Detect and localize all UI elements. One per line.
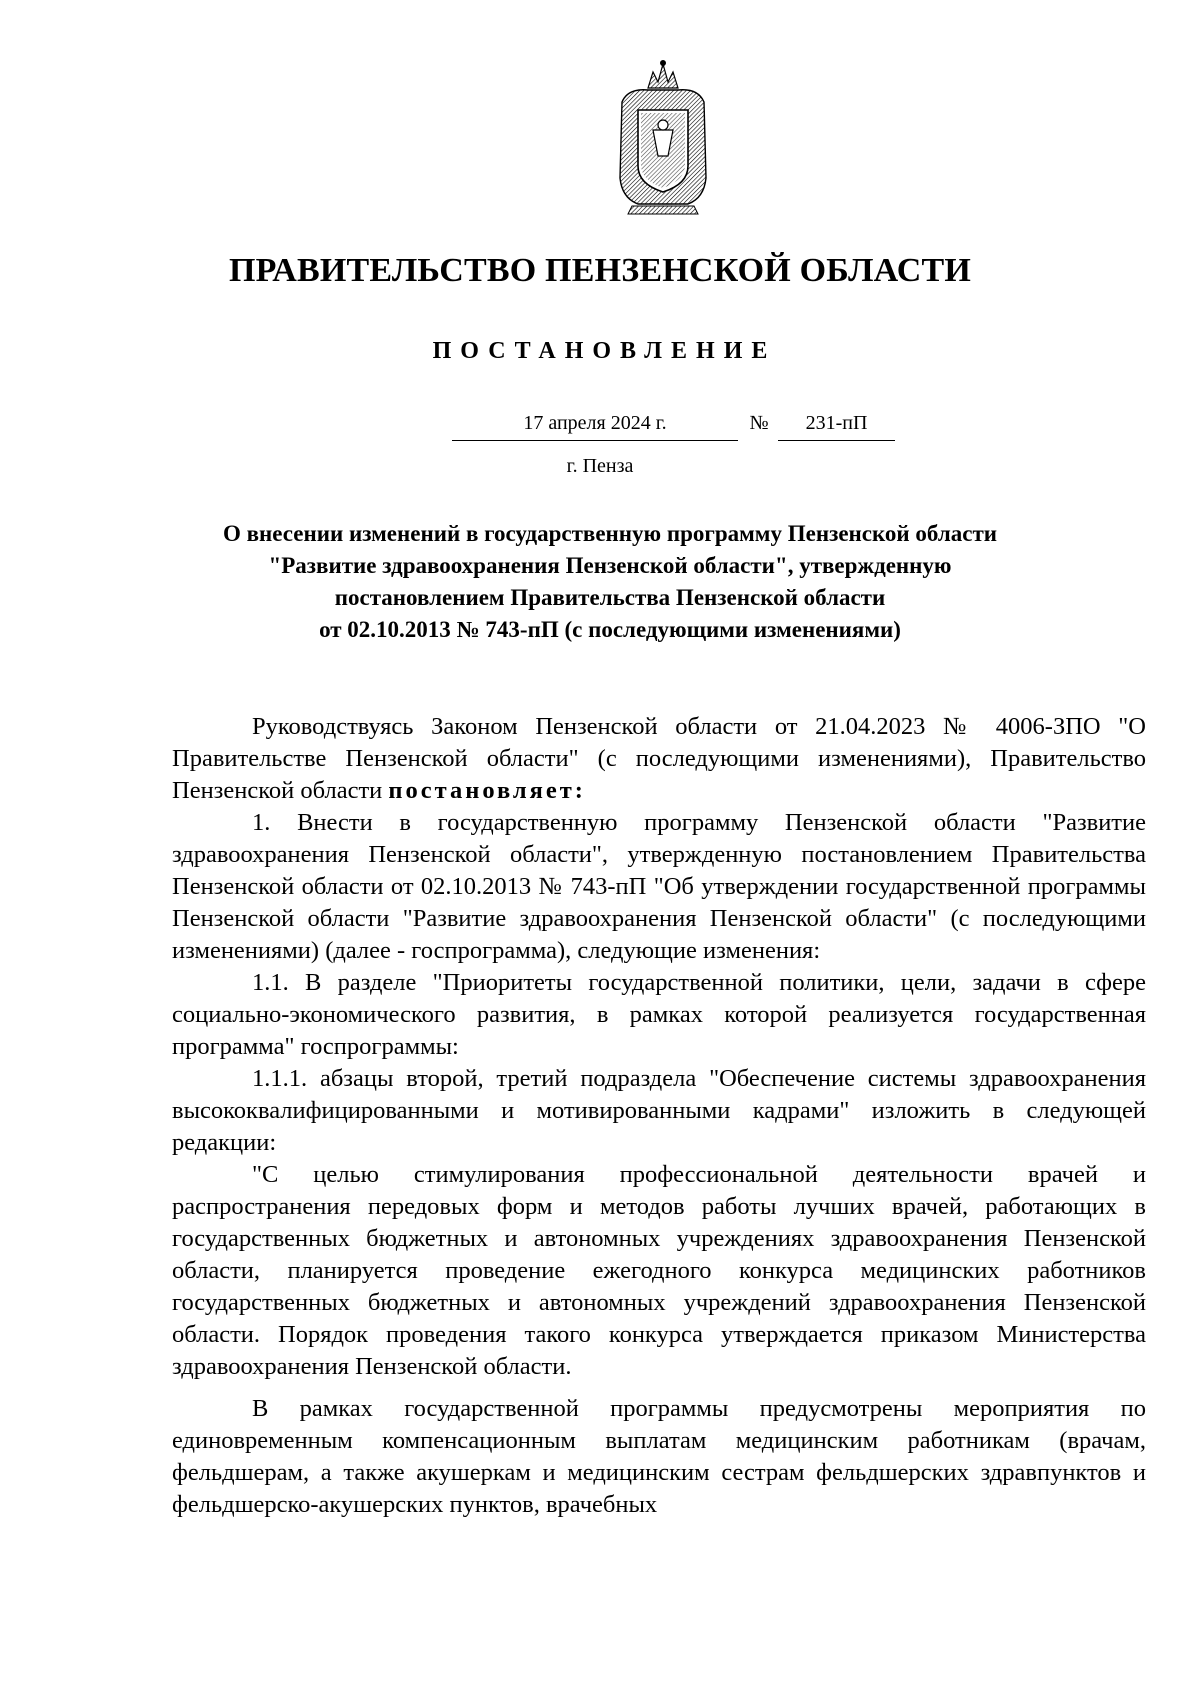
subject-line: постановлением Правительства Пензенской области xyxy=(334,585,886,610)
document-subject xyxy=(160,518,1060,646)
document-body xyxy=(172,711,1146,1521)
organization-title: ПРАВИТЕЛЬСТВО ПЕНЗЕНСКОЙ ОБЛАСТИ xyxy=(228,252,971,289)
date-number-row xyxy=(0,412,1200,444)
item-paragraph: 1.1.1. абзацы второй, третий подраздела "Обеспечение системы здравоохранения высококвалифицированными и мотивированными кадрами" изложить в следующей редакции: xyxy=(172,1065,1146,1156)
intro-paragraph xyxy=(172,711,1146,807)
item-paragraph: 1.1. В разделе "Приоритеты государственной политики, цели, задачи в сфере социально-экономического развития, в рамках которой реализуется государственная программа" госпрограммы: xyxy=(172,969,1146,1060)
subject-line: О внесении изменений в государственную программу Пензенской области xyxy=(222,521,998,546)
document-number: 231-пП xyxy=(778,412,895,441)
decree-word: постановляет: xyxy=(388,777,586,804)
document-kind: ПОСТАНОВЛЕНИЕ xyxy=(432,338,777,364)
document-date: 17 апреля 2024 г. xyxy=(452,412,738,441)
subject-line: от 02.10.2013 № 743-пП (с последующими изменениями) xyxy=(319,617,901,642)
number-sign: № xyxy=(749,412,769,434)
item-paragraph: 1. Внести в государственную программу Пензенской области "Развитие здравоохранения Пензенской области", утвержденную постановлением Правительства Пензенской области от 02.10.2013 № 743-пП "Об утверждении государственной программы Пензенской области "Развитие здравоохранения Пензенской области" (с последующими изменениями) (далее - госпрограмма), следующие изменения: xyxy=(172,809,1146,964)
coat-of-arms-icon xyxy=(608,58,718,216)
subject-line: "Развитие здравоохранения Пензенской области", утвержденную xyxy=(268,553,952,578)
city: г. Пенза xyxy=(566,455,634,477)
intro-text: Руководствуясь Законом Пензенской области от 21.04.2023 № 4006-ЗПО "О Правительстве Пензенской области" (с последующими изменениями), Правительство Пензенской области xyxy=(172,713,1146,804)
quoted-paragraph: В рамках государственной программы предусмотрены мероприятия по единовременным компенсационным выплатам медицинским работникам (врачам, фельдшерам, а также акушеркам и медицинским сестрам фельдшерских здравпунктов и фельдшерско-акушерских пунктов, врачебных xyxy=(172,1395,1146,1518)
quoted-paragraph: "С целью стимулирования профессиональной деятельности врачей и распространения передовых форм и методов работы лучших врачей, работающих в государственных бюджетных и автономных учреждениях здравоохранения Пензенской области, планируется проведение ежегодного конкурса медицинских работников государственных бюджетных и автономных учреждений здравоохранения Пензенской области. Порядок проведения такого конкурса утверждается приказом Министерства здравоохранения Пензенской области. xyxy=(172,1161,1146,1380)
